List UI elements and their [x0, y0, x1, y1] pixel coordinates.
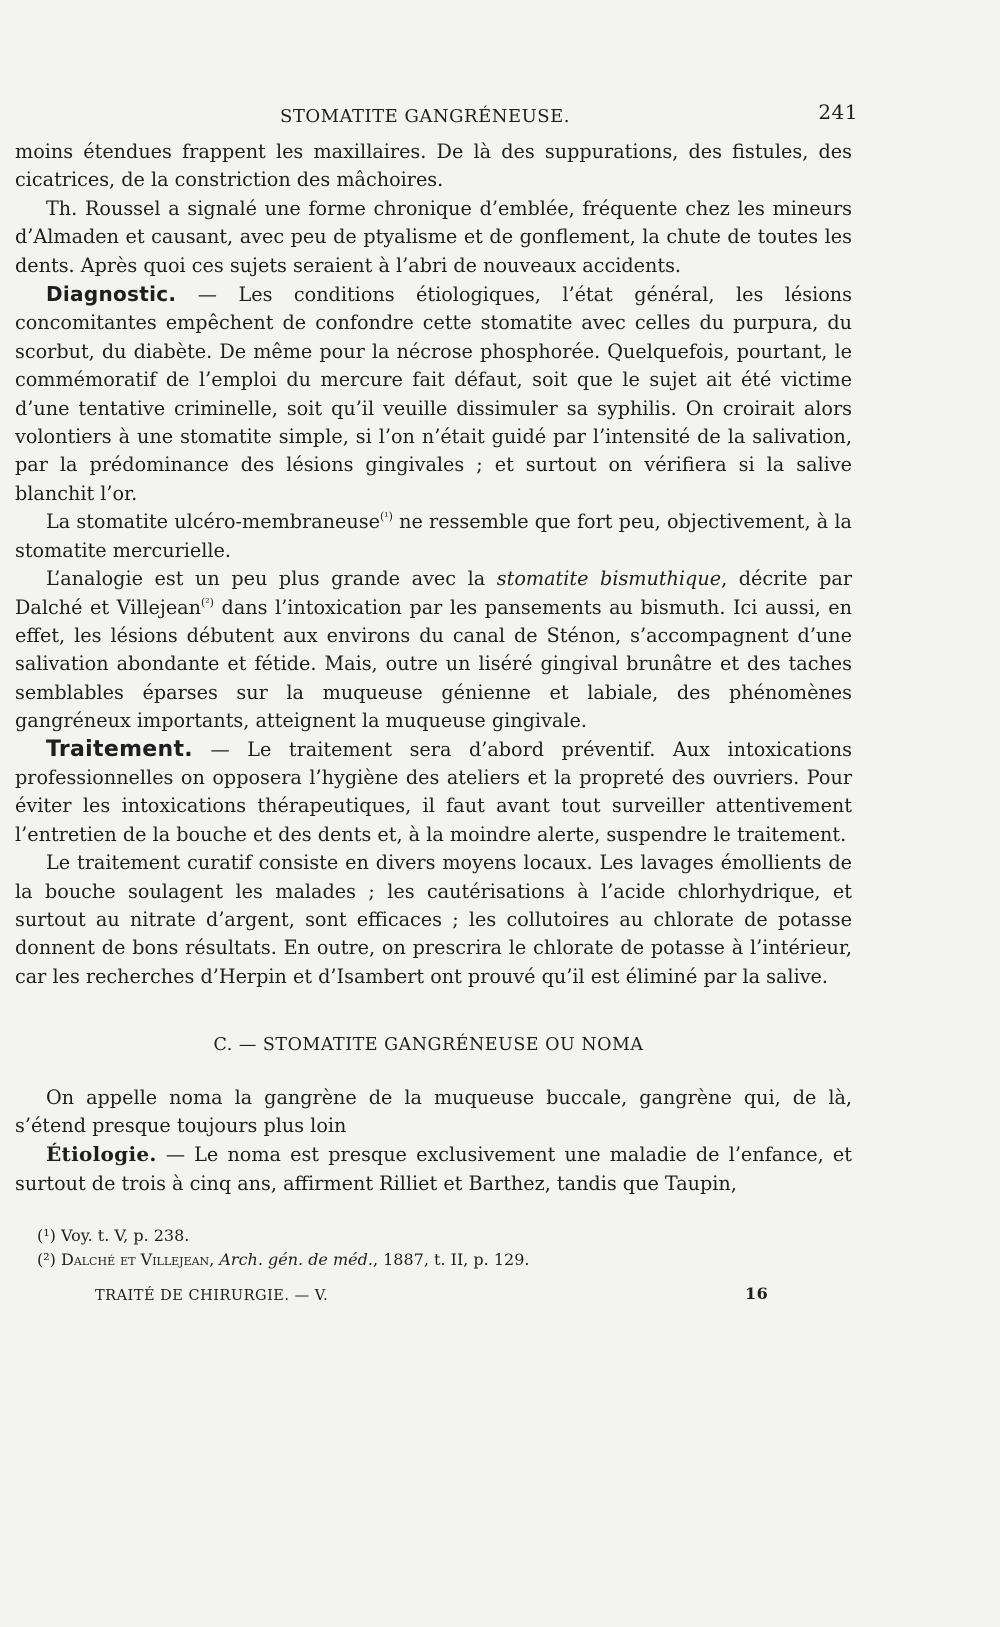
footnote-2-sep: , [209, 1250, 220, 1270]
intro-paragraph-1: moins étendues frappent les maxillaires. De là des suppurations, des fistules, des cicatrices, de la constriction des mâchoires. [15, 140, 852, 192]
etiologie-paragraph [15, 1140, 852, 1198]
traitement-paragraph-2: Le traitement curatif consiste en divers moyens locaux. Les lavages émollients de la bouche soulagent les malades ; les cautérisations à l’acide chlorhydrique, et surtout au nitrate d’argent, sont efficaces ; les collutoires au chlorate de potasse donnent de bons résultats. En outre, on prescrira le chlorate de potasse à l’intérieur, car les recherches d’Herpin et d’Isambert ont prouvé qu’il est éliminé par la salive. [15, 851, 852, 988]
etiologie-heading: Étiologie. [46, 1142, 157, 1167]
footnote-ref-1: (¹) [379, 510, 393, 524]
body-text [15, 138, 852, 1306]
subsection-title: C. — STOMATITE GANGRÉNEUSE OU NOMA [213, 1035, 644, 1056]
footnotes [15, 1224, 852, 1272]
diagnostic-paragraph-2 [15, 508, 852, 565]
signature-title: TRAITÉ DE CHIRURGIE. — V. [95, 1288, 329, 1305]
diagnostic-text-3c: dans l’intoxication par les pansements au bismuth. Ici aussi, en effet, les lésions débutent aux environs du canal de Sténon, s’accompagnent d’une salivation abondante et fétide. Mais, outre un liséré gingival brunâtre et des taches semblables éparses sur la muqueuse génienne et labiale, des phénomènes gangréneux importants, atteignent la muqueuse gingivale. [15, 595, 852, 733]
footnote-ref-2: (²) [200, 595, 214, 609]
diagnostic-text-3b: , décrite par Dalché et Villejean [15, 567, 853, 619]
diagnostic-text-1: — Les conditions étiologiques, l’état général, les lésions concomitantes empêchent de confondre cette stomatite avec celles du purpura, du scorbut, du diabète. De même pour la nécrose phosphorée. Quelquefois, pourtant, le commémoratif de l’emploi du mercure fait défaut, soit que le sujet ait été victime d’une tentative criminelle, soit qu’il veuille dissimuler sa syphilis. On croirait alors volontiers à une stomatite simple, si l’on n’était guidé par l’intensité de la salivation, par la prédominance des lésions gingivales ; et surtout on vérifiera si la salive blanchit l’or. [15, 283, 852, 505]
diagnostic-paragraph-3 [15, 565, 852, 735]
footnote-2-mark: (²) [37, 1250, 61, 1270]
diagnostic-text-3a: L’analogie est un peu plus grande avec la [46, 567, 497, 591]
footnote-2-rest: , 1887, t. II, p. 129. [372, 1250, 530, 1270]
footnote-2-authors: Dalché et Villejean [60, 1250, 210, 1270]
page-number: 241 [818, 100, 858, 124]
footnote-2-journal: Arch. gén. de méd. [219, 1250, 373, 1270]
diagnostic-emphasis: stomatite bismuthique [496, 567, 722, 591]
running-title: STOMATITE GANGRÉNEUSE. [280, 106, 570, 127]
footnote-2 [37, 1248, 852, 1272]
etiologie-text: — Le noma est presque exclusivement une maladie de l’enfance, et surtout de trois à cinq ans, affirment Rilliet et Barthez, tandis que Taupin, [15, 1143, 852, 1195]
traitement-text-1: — Le traitement sera d’abord préventif. Aux intoxications professionnelles on opposera l’hygiène des ateliers et la propreté des ouvriers. Pour éviter les intoxications thérapeutiques, il faut avant tout surveiller attentivement l’entretien de la bouche et des dents et, à la moindre alerte, suspendre le traitement. [15, 737, 852, 846]
footnote-1: (¹) Voy. t. V, p. 238. [37, 1226, 190, 1246]
diagnostic-text-2b: ne ressemble que fort peu, objectivement, à la stomatite mercurielle. [15, 510, 852, 562]
diagnostic-heading: Diagnostic. [46, 282, 177, 307]
signature-number: 16 [745, 1284, 769, 1304]
diagnostic-paragraph-1 [15, 280, 852, 508]
intro-paragraph-2: Th. Roussel a signalé une forme chronique d’emblée, fréquente chez les mineurs d’Almaden et causant, avec peu de ptyalisme et de gonflement, la chute de toutes les dents. Après quoi ces sujets seraient à l’abri de nouveaux accidents. [15, 196, 852, 277]
noma-paragraph: On appelle noma la gangrène de la muqueuse buccale, gangrène qui, de là, s’étend presque toujours plus loin [15, 1085, 852, 1137]
running-header [15, 100, 858, 130]
signature-line [15, 1278, 852, 1306]
traitement-paragraph-1 [15, 736, 852, 850]
traitement-heading: Traitement. [46, 736, 193, 762]
diagnostic-text-2a: La stomatite ulcéro-membraneuse [46, 510, 380, 534]
